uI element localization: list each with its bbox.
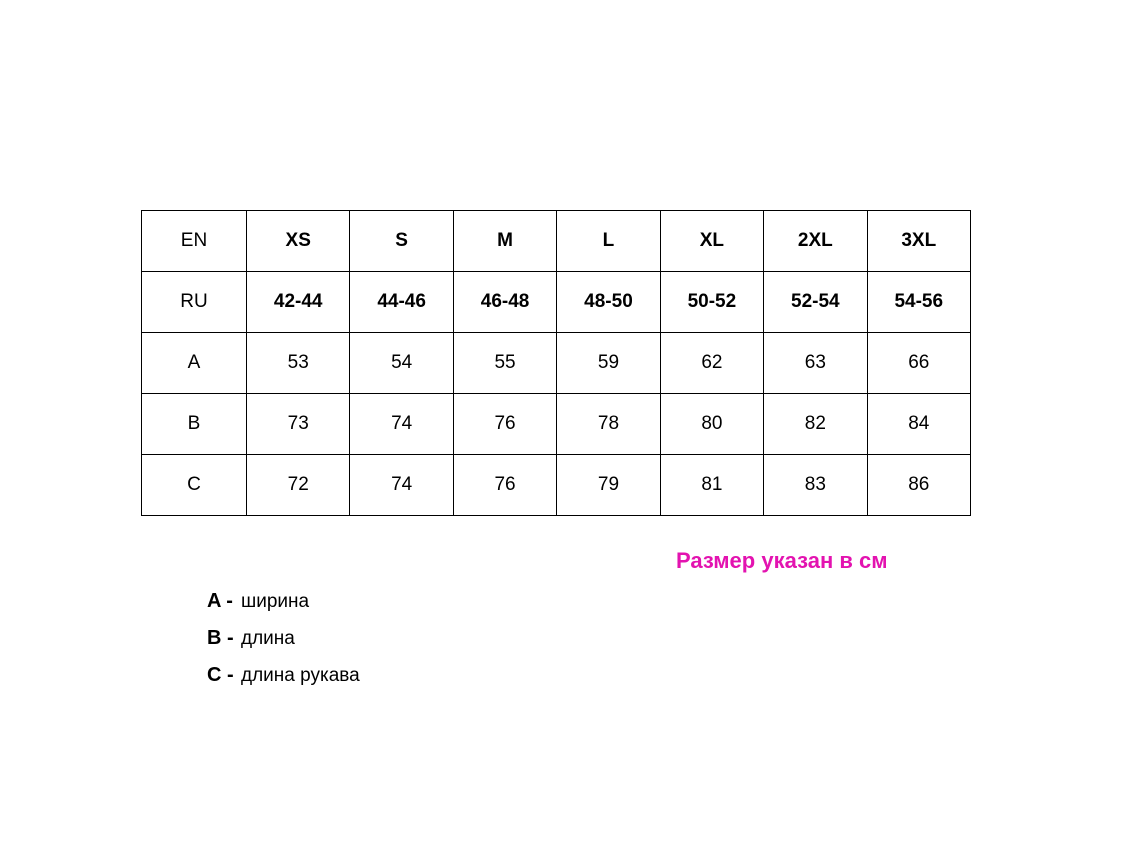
legend-item xyxy=(207,664,360,701)
legend-item xyxy=(207,590,360,627)
table-cell: 42-44 xyxy=(247,272,350,333)
table-cell: 55 xyxy=(453,333,556,394)
table-cell: 48-50 xyxy=(557,272,660,333)
table-cell: 83 xyxy=(764,455,867,516)
table-cell: 78 xyxy=(557,394,660,455)
legend-key: B - xyxy=(207,627,234,649)
legend-value: ширина xyxy=(241,591,310,612)
table-cell: XS xyxy=(247,211,350,272)
table-row xyxy=(142,455,971,516)
table-cell: M xyxy=(453,211,556,272)
table-cell: XL xyxy=(660,211,763,272)
table-cell: 74 xyxy=(350,455,453,516)
table-cell: 59 xyxy=(557,333,660,394)
table-cell: 54 xyxy=(350,333,453,394)
table-cell: 82 xyxy=(764,394,867,455)
table-cell: 84 xyxy=(867,394,970,455)
table-cell: 54-56 xyxy=(867,272,970,333)
table-cell: 53 xyxy=(247,333,350,394)
table-cell: 81 xyxy=(660,455,763,516)
table-cell: 79 xyxy=(557,455,660,516)
table-row xyxy=(142,394,971,455)
table-cell: 44-46 xyxy=(350,272,453,333)
legend-key: A - xyxy=(207,590,233,612)
legend xyxy=(207,590,360,701)
table-cell: 2XL xyxy=(764,211,867,272)
table-cell: 46-48 xyxy=(453,272,556,333)
table-cell: 76 xyxy=(453,394,556,455)
row-label: C xyxy=(142,455,247,516)
table-cell: 62 xyxy=(660,333,763,394)
table-cell: 74 xyxy=(350,394,453,455)
table-row xyxy=(142,272,971,333)
table-cell: 76 xyxy=(453,455,556,516)
table-cell: 66 xyxy=(867,333,970,394)
table-row xyxy=(142,333,971,394)
row-label: B xyxy=(142,394,247,455)
row-label: RU xyxy=(142,272,247,333)
table-cell: 52-54 xyxy=(764,272,867,333)
table-cell: L xyxy=(557,211,660,272)
row-label: A xyxy=(142,333,247,394)
size-chart-table xyxy=(141,210,971,516)
table-cell: 50-52 xyxy=(660,272,763,333)
table-row xyxy=(142,211,971,272)
legend-item xyxy=(207,627,360,664)
table-cell: S xyxy=(350,211,453,272)
table-cell: 73 xyxy=(247,394,350,455)
legend-value: длина рукава xyxy=(241,665,360,686)
units-note: Размер указан в см xyxy=(676,548,888,573)
table-cell: 86 xyxy=(867,455,970,516)
table-cell: 80 xyxy=(660,394,763,455)
table-cell: 3XL xyxy=(867,211,970,272)
legend-value: длина xyxy=(241,628,295,649)
legend-key: C - xyxy=(207,664,234,686)
table-cell: 72 xyxy=(247,455,350,516)
table-cell: 63 xyxy=(764,333,867,394)
row-label: EN xyxy=(142,211,247,272)
